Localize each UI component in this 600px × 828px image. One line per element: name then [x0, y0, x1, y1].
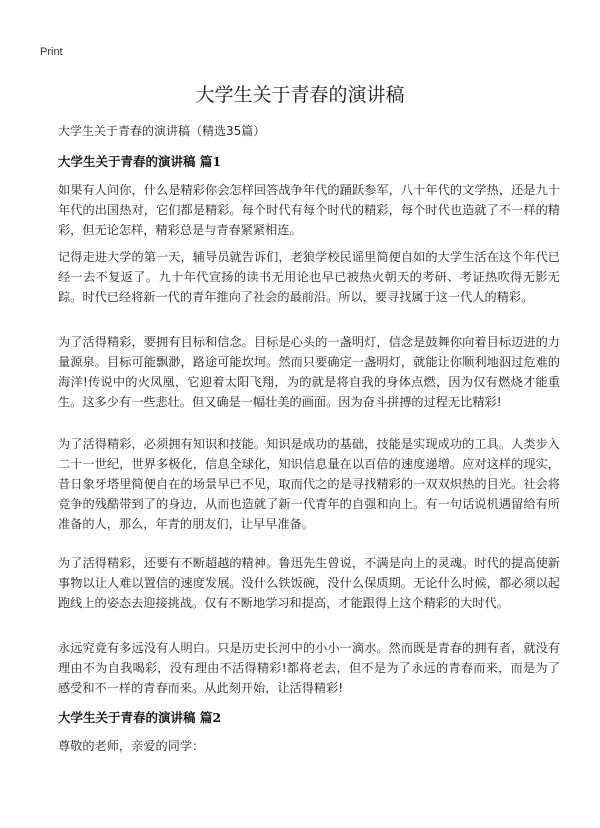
- paragraph: 如果有人问你，什么是精彩你会怎样回答战争年代的踊跃参军，八十年代的文学热，还是九十年代的出国热对，它们都是精彩。每个时代有每个时代的精彩，每个时代也造就了不一样的精彩，但无论怎样，精彩总是与青春紧紧相连。: [58, 183, 560, 237]
- paragraph: 尊敬的老师，亲爱的同学：: [58, 739, 205, 753]
- section-heading-2: 大学生关于青春的演讲稿 篇2: [58, 710, 222, 725]
- paragraph: 为了活得精彩，必须拥有知识和技能。知识是成功的基础，技能是实现成功的工具。人类步入二十一世纪，世界多极化，信息全球化，知识信息量在以百倍的速度递增。应对这样的现实，昔日象牙塔里简便自在的场景早已不见，取而代之的是寻找精彩的一双双炽热的目光。社会将竞争的残酷带到了的身边，从而也造就了新一代青年的自强和向上。有一句话说机遇留给有所准备的人，那么，年青的朋友们，让早早准备。: [58, 437, 560, 531]
- paragraph: 为了活得精彩，还要有不断超越的精神。鲁迅先生曾说，不满是向上的灵魂。时代的提高使新事物以让人难以置信的速度发展。没什么铁饭碗，没什么保质期。无论什么时候，都必须以起跑线上的姿态去迎接挑战。仅有不断地学习和提高，才能跟得上这个精彩的大时代。: [58, 556, 560, 610]
- paragraph: 记得走进大学的第一天，辅导员就告诉们，老狼学校民谣里简便自如的大学生活在这个年代已经一去不复返了。九十年代宣扬的读书无用论也早已被热火朝天的考研、考证热吹得无影无踪。时代已经将新一代的青年推向了社会的最前沿。所以，要寻找属于这一代人的精彩。: [58, 250, 560, 304]
- section-heading-1: 大学生关于青春的演讲稿 篇1: [58, 154, 222, 169]
- paragraph: 永远究竟有多远没有人明白。只是历史长河中的小小一滴水。然而既是青春的拥有者，就没有理由不为自我喝彩，没有理由不活得精彩!都将老去，但不是为了永远的青春而来，而是为了感受和不一样的青春而来。从此刻开始，让活得精彩!: [58, 641, 560, 695]
- print-link[interactable]: Print: [40, 46, 63, 58]
- paragraph: 为了活得精彩，要拥有目标和信念。目标是心头的一盏明灯，信念是鼓舞你向着目标迈进的力量源泉。目标可能飘渺，路途可能坎坷。然而只要确定一盏明灯，就能让你顺利地泅过危难的海洋!传说中的火凤凰，它迎着太阳飞翔，为的就是将自我的身体点燃，因为仅有燃烧才能重生。这多少有一些悲壮。但又确是一幅壮美的画面。因为奋斗拼搏的过程无比精彩!: [58, 335, 560, 409]
- document-title: 大学生关于青春的演讲稿: [195, 84, 405, 106]
- document-subtitle: 大学生关于青春的演讲稿（精选35篇）: [58, 124, 266, 138]
